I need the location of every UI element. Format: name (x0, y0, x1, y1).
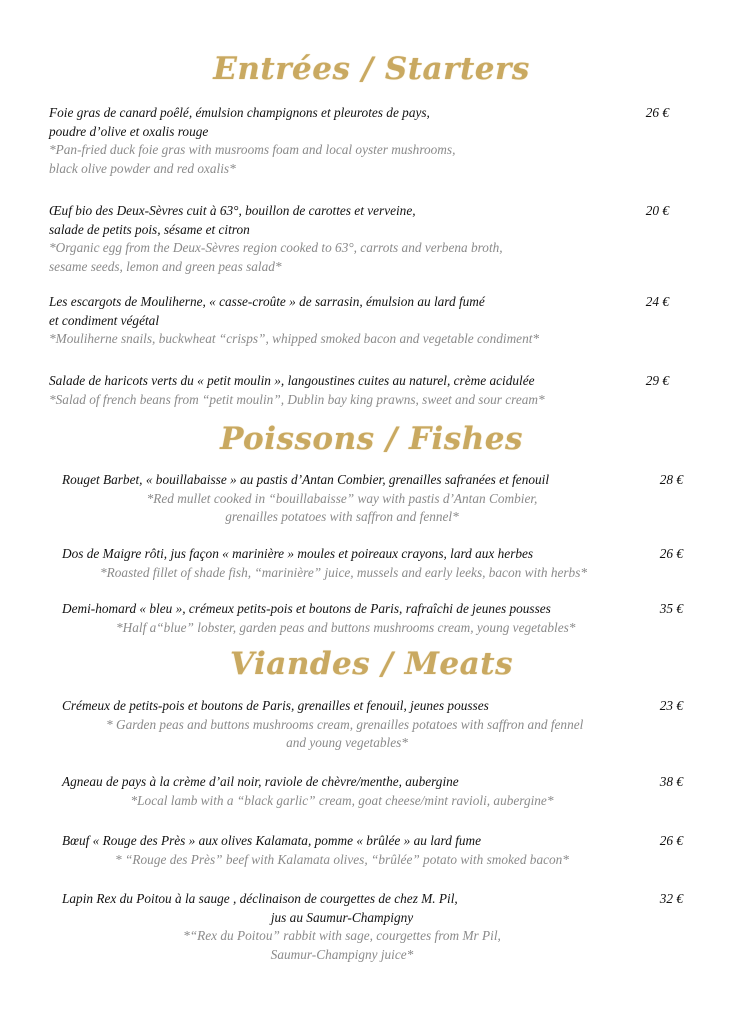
dish-price: 23 € (659, 698, 683, 713)
dish-price: 32 € (659, 891, 683, 906)
dish-name-fr: salade de petits pois, sésame et citron (49, 221, 250, 237)
dish-name-fr: jus au Saumur-Champigny (270, 909, 414, 925)
dish-name-en: *Roasted fillet of shade fish, “marinière” juice, mussels and early leeks, bacon with herbs* (100, 564, 588, 580)
dish-name-fr: Foie gras de canard poêlé, émulsion champignons et pleurotes de pays, (49, 105, 430, 120)
dish-name-en: *Organic egg from the Deux-Sèvres region cooked to 63°, carrots and verbena broth, (49, 240, 503, 255)
dish-name-fr: Crémeux de petits-pois et boutons de Paris, grenailles et fenouil, jeunes pousses (62, 698, 489, 713)
dish-name-fr: et condiment végétal (49, 312, 160, 328)
dish-name-en: *Pan-fried duck foie gras with musrooms foam and local oyster mushrooms, (49, 142, 456, 157)
dish-name-fr: Salade de haricots verts du « petit moulin », langoustines cuites au naturel, crème acidulée (49, 373, 535, 388)
dish-name-fr: Lapin Rex du Poitou à la sauge , déclinaison de courgettes de chez M. Pil, (62, 891, 458, 906)
dish-name-en: *Half a“blue” lobster, garden peas and buttons mushrooms cream, young vegetables* (116, 619, 576, 635)
section-title-meats: Viandes / Meats (229, 646, 514, 682)
dish-price: 26 € (659, 833, 683, 848)
dish-price: 24 € (645, 294, 669, 309)
dish-name-en: * “Rouge des Près” beef with Kalamata olives, “brûlée” potato with smoked bacon* (115, 851, 569, 867)
dish-name-en: *“Rex du Poitou” rabbit with sage, courgettes from Mr Pil, (183, 928, 501, 943)
dish-name-fr: Bœuf « Rouge des Près » aux olives Kalamata, pomme « brûlée » au lard fume (62, 833, 482, 848)
dish-name-fr: Agneau de pays à la crème d’ail noir, raviole de chèvre/menthe, aubergine (62, 774, 459, 789)
dish-name-en: sesame seeds, lemon and green peas salad* (49, 258, 282, 274)
dish-name-fr: Dos de Maigre rôti, jus façon « marinière » moules et poireaux crayons, lard aux herbes (62, 546, 534, 561)
dish-name-fr: Rouget Barbet, « bouillabaisse » au pastis d’Antan Combier, grenailles safranées et fenouil (62, 472, 550, 487)
section-title-fishes: Poissons / Fishes (220, 421, 523, 457)
dish-name-en: * Garden peas and buttons mushrooms cream, grenailles potatoes with saffron and fennel (106, 716, 584, 732)
dish-price: 38 € (659, 774, 683, 789)
dish-name-en: *Salad of french beans from “petit moulin”, Dublin bay king prawns, sweet and sour cream* (49, 391, 545, 407)
dish-name-fr: Les escargots de Mouliherne, « casse-croûte » de sarrasin, émulsion au lard fumé (49, 294, 485, 309)
dish-name-en: black olive powder and red oxalis* (49, 160, 236, 176)
section-title-starters: Entrées / Starters (213, 51, 530, 87)
dish-name-en: grenailles potatoes with saffron and fennel* (225, 509, 459, 524)
dish-name-fr: Œuf bio des Deux-Sèvres cuit à 63°, bouillon de carottes et verveine, (49, 203, 416, 218)
dish-name-fr: poudre d’olive et oxalis rouge (49, 123, 209, 139)
dish-price: 29 € (645, 373, 669, 388)
dish-name-en: *Mouliherne snails, buckwheat “crisps”, whipped smoked bacon and vegetable condiment* (49, 331, 540, 346)
dish-name-en: *Local lamb with a “black garlic” cream, goat cheese/mint ravioli, aubergine* (130, 792, 554, 808)
dish-price: 20 € (645, 203, 669, 218)
dish-price: 26 € (659, 546, 683, 561)
dish-name-en: Saumur-Champigny juice* (270, 946, 414, 962)
dish-name-en: *Red mullet cooked in “bouillabaisse” way with pastis d’Antan Combier, (146, 490, 538, 506)
dish-price: 28 € (659, 472, 683, 487)
dish-price: 35 € (659, 601, 683, 616)
dish-name-fr: Demi-homard « bleu », crémeux petits-pois et boutons de Paris, rafraîchi de jeunes pousses (62, 601, 551, 616)
dish-price: 26 € (645, 105, 669, 120)
dish-name-en: and young vegetables* (286, 735, 408, 750)
